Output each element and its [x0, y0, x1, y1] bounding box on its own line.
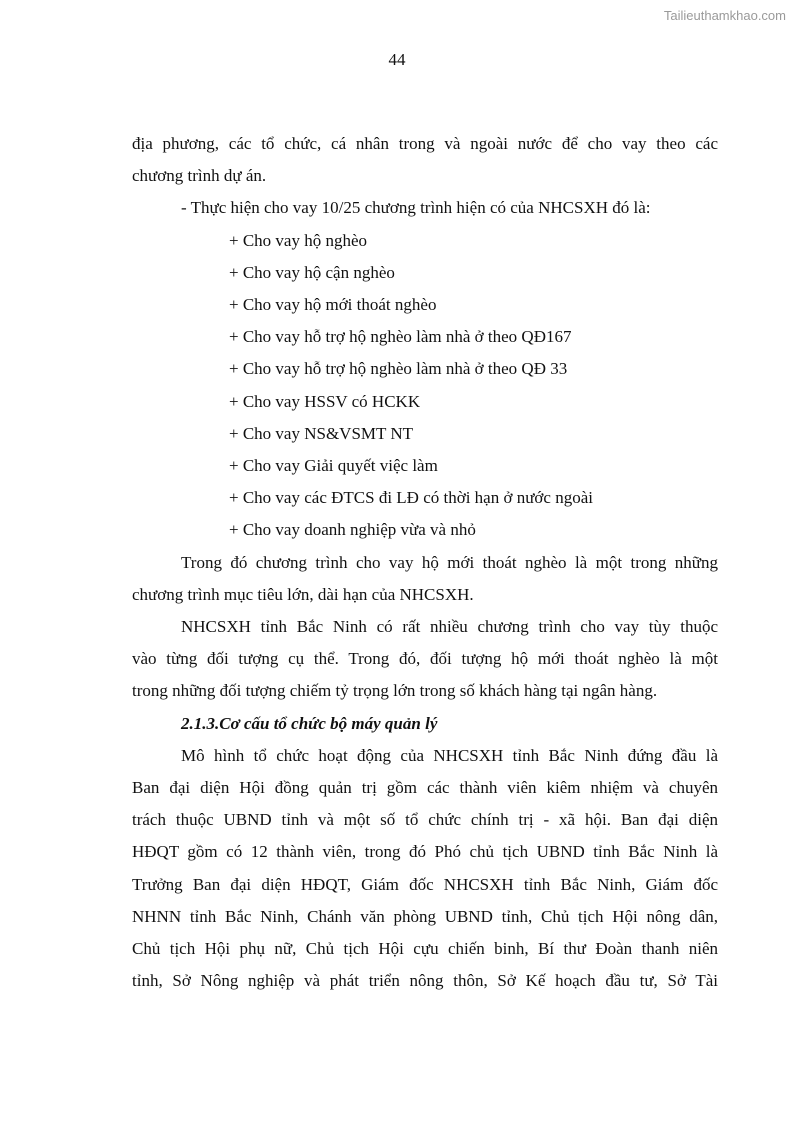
list-item: + Cho vay hộ nghèo: [229, 230, 368, 250]
list-item: + Cho vay hỗ trợ hộ nghèo làm nhà ở theo QĐ167: [229, 327, 572, 347]
paragraph-goal: [132, 547, 718, 611]
text-line: Mô hình tổ chức hoạt động của NHCSXH tỉnh Bắc Ninh đứng đầu là: [181, 745, 718, 765]
text-line: địa phương, các tổ chức, cá nhân trong và ngoài nước để cho vay theo các: [132, 134, 718, 153]
page-number: 44: [388, 50, 406, 69]
list-item: + Cho vay Giải quyết việc làm: [229, 456, 438, 476]
text-line: tỉnh, Sở Nông nghiệp và phát triển nông thôn, Sở Kế hoạch đầu tư, Sở Tài: [132, 971, 718, 991]
text-line: vào từng đối tượng cụ thể. Trong đó, đối tượng hộ mới thoát nghèo là một: [132, 649, 718, 669]
text-line: Trong đó chương trình cho vay hộ mới thoát nghèo là một trong những: [181, 552, 718, 572]
paragraph-programs: [132, 611, 718, 708]
text-line: Ban đại diện Hội đồng quản trị gồm các thành viên kiêm nhiệm và chuyên: [132, 778, 718, 798]
text-line: NHNN tỉnh Bắc Ninh, Chánh văn phòng UBND tỉnh, Chủ tịch Hội nông dân,: [132, 906, 718, 926]
text-line: trách thuộc UBND tỉnh và một số tổ chức chính trị - xã hội. Ban đại diện: [132, 810, 718, 830]
list-item: + Cho vay doanh nghiệp vừa và nhỏ: [229, 520, 476, 540]
list-item: + Cho vay hộ cận nghèo: [229, 262, 395, 282]
list-item: + Cho vay NS&VSMT NT: [229, 423, 414, 443]
list-item: + Cho vay hỗ trợ hộ nghèo làm nhà ở theo QĐ 33: [229, 359, 568, 379]
list-item: + Cho vay hộ mới thoát nghèo: [229, 295, 437, 315]
paragraph-continued: [132, 128, 718, 192]
text-line: NHCSXH tỉnh Bắc Ninh có rất nhiều chương trình cho vay tùy thuộc: [181, 617, 718, 637]
text-line: Trưởng Ban đại diện HĐQT, Giám đốc NHCSXH tỉnh Bắc Ninh, Giám đốc: [132, 874, 718, 894]
watermark: Tailieuthamkhao.com: [663, 8, 786, 23]
document-body: [132, 128, 718, 997]
loan-program-list: [132, 225, 718, 547]
section-heading: 2.1.3.Cơ cấu tổ chức bộ máy quản lý: [181, 713, 438, 733]
paragraph-structure: [132, 740, 718, 998]
list-item: + Cho vay HSSV có HCKK: [229, 391, 421, 411]
list-item: + Cho vay các ĐTCS đi LĐ có thời hạn ở nước ngoài: [229, 488, 593, 508]
text-line: Chủ tịch Hội phụ nữ, Chủ tịch Hội cựu chiến binh, Bí thư Đoàn thanh niên: [132, 939, 718, 959]
text-line: trong những đối tượng chiếm tỷ trọng lớn trong số khách hàng tại ngân hàng.: [132, 681, 658, 701]
text-line: chương trình dự án.: [132, 166, 267, 186]
list-intro: - Thực hiện cho vay 10/25 chương trình hiện có của NHCSXH đó là:: [181, 198, 651, 218]
text-line: HĐQT gồm có 12 thành viên, trong đó Phó chủ tịch UBND tỉnh Bắc Ninh là: [132, 842, 718, 862]
text-line: chương trình mục tiêu lớn, dài hạn của NHCSXH.: [132, 584, 474, 604]
